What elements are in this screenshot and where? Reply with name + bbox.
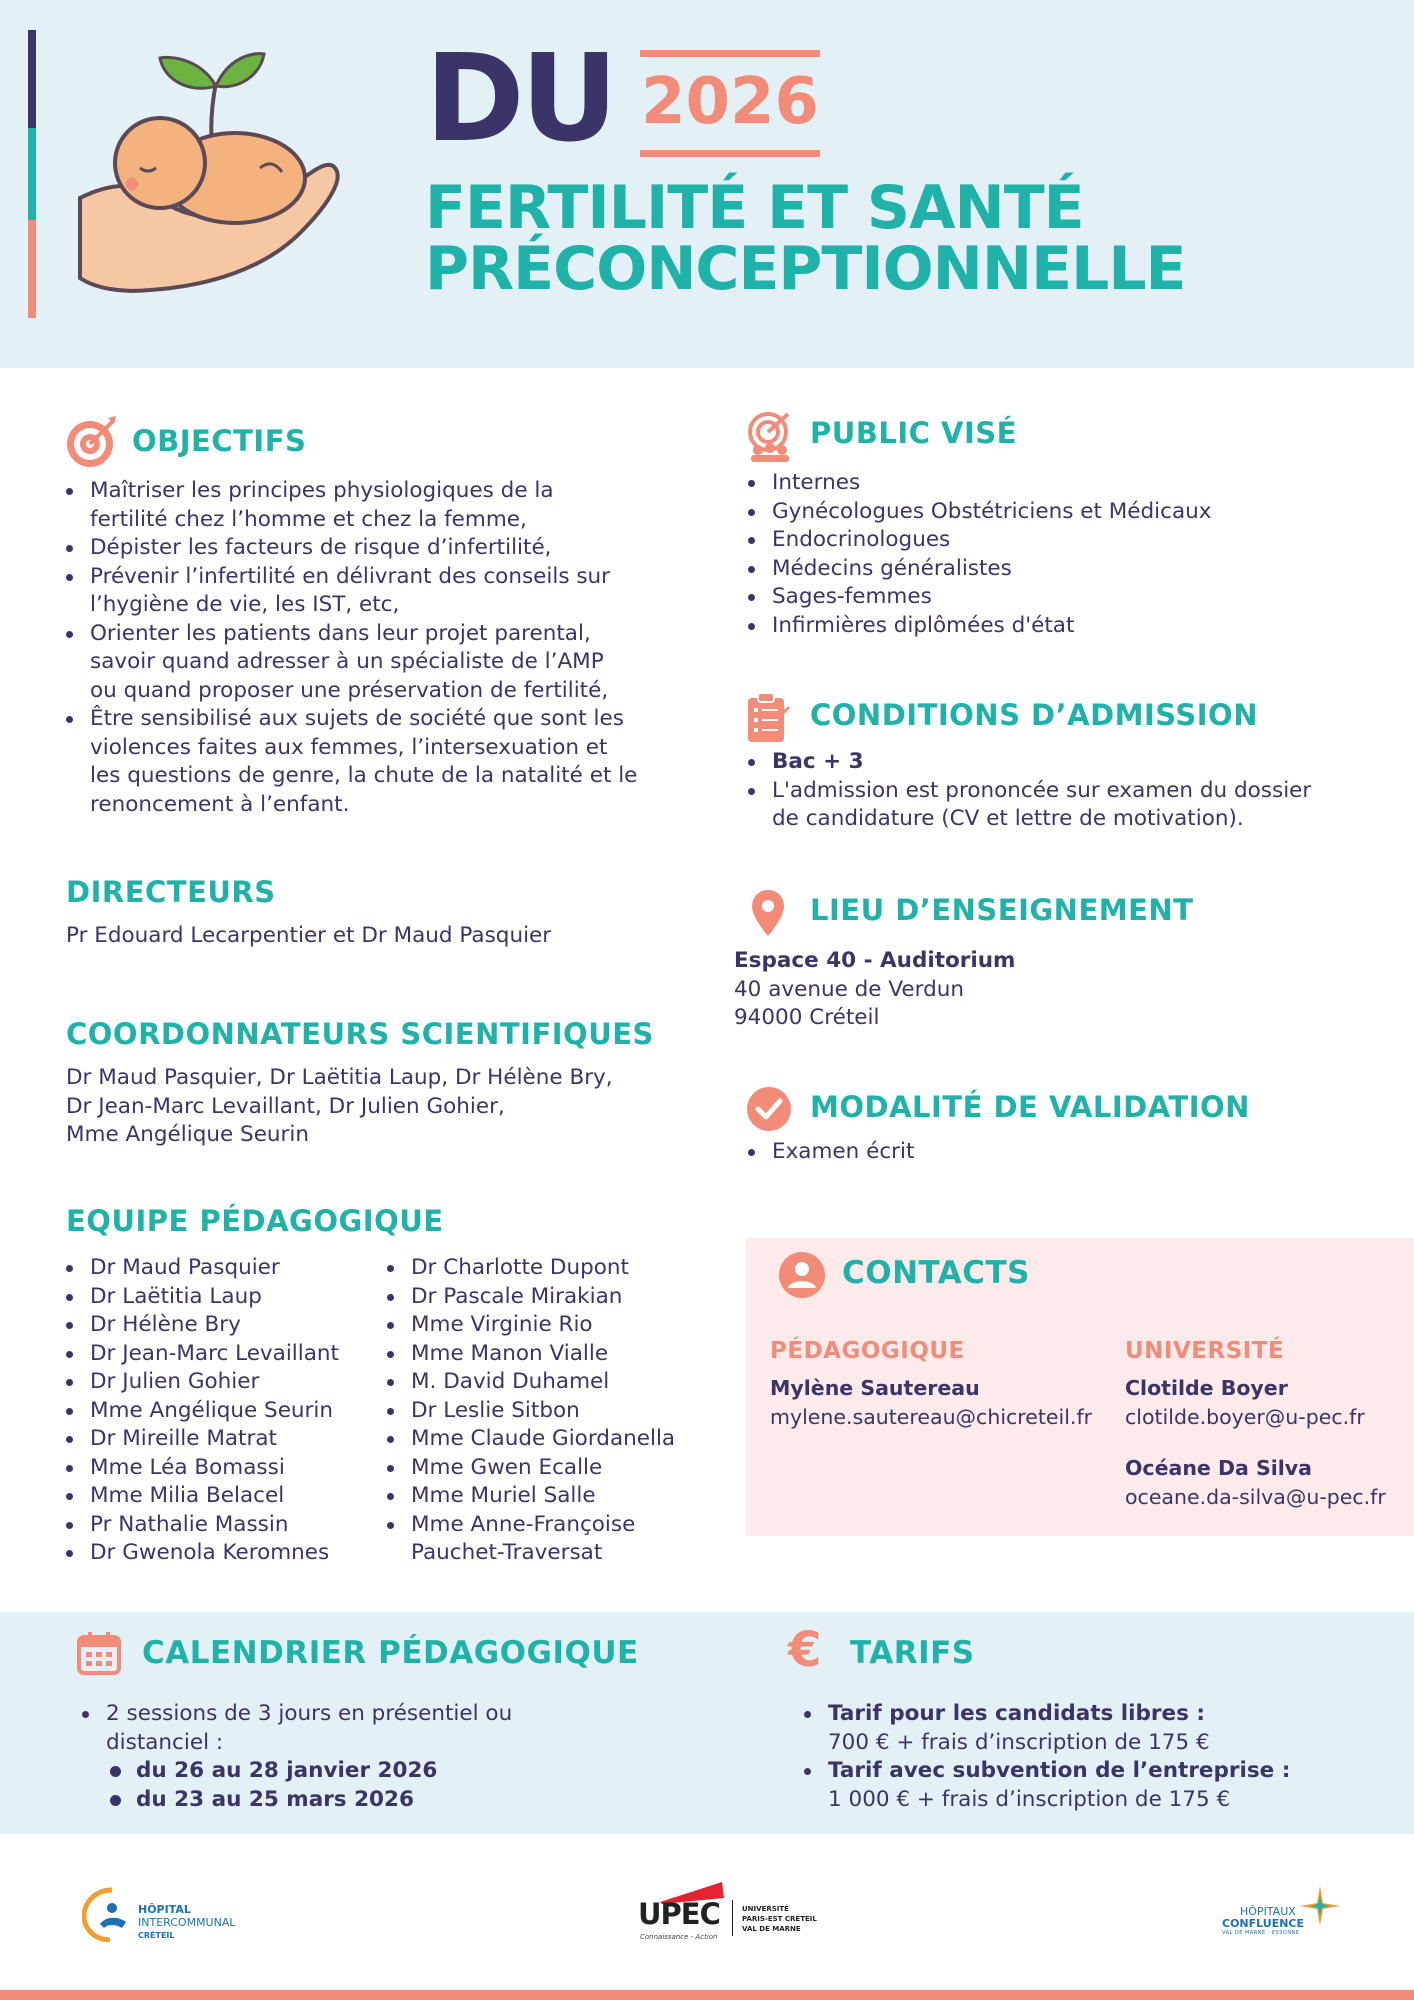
equipe-member-line: Mme Gwen Ecalle [411, 1454, 603, 1480]
validation-list [746, 1138, 1386, 1167]
directeurs-text: Pr Edouard Lecarpentier et Dr Maud Pasquier [66, 923, 552, 948]
calendrier-line: distanciel : [106, 1729, 224, 1755]
user-circle-icon [778, 1251, 826, 1299]
equipe-member [64, 1425, 374, 1454]
calendrier-line: 2 sessions de 3 jours en présentiel ou [106, 1701, 513, 1726]
public-item [746, 555, 1386, 584]
upec-logo-line: UNIVERSITÉ [742, 1905, 789, 1913]
coordonnateurs-title: COORDONNATEURS SCIENTIFIQUES [66, 1017, 654, 1051]
contact-name: Clotilde Boyer [1125, 1376, 1288, 1400]
admission-item: Bac + 3 [746, 748, 1386, 777]
equipe-member-line: Dr Julien Gohier [90, 1369, 260, 1394]
objectif-item-line: Être sensibilisé aux sujets de société que sont les [90, 706, 624, 731]
validation-item: Examen écrit [746, 1138, 1386, 1167]
equipe-member-line: Dr Gwenola Keromnes [90, 1540, 330, 1565]
page-title-line-1: FERTILITÉ ET SANTÉ [425, 173, 1084, 243]
tarif-value: 700 € + frais d’inscription de 175 € [828, 1729, 1210, 1755]
objectif-item-line: Dépister les facteurs de risque d’infertilité, [90, 535, 552, 560]
contacts-universite-label: UNIVERSITÉ [1125, 1338, 1285, 1364]
calendrier-sessions [106, 1757, 640, 1814]
admission-list [746, 748, 1386, 834]
objectif-item-line: fertilité chez l’homme et chez la femme, [90, 506, 527, 532]
du-label: DU [425, 30, 615, 169]
session-item: du 26 au 28 janvier 2026 [106, 1757, 640, 1786]
equipe-member-line: Dr Leslie Sitbon [411, 1397, 580, 1423]
objectif-item-line: violences faites aux femmes, l’intersexuation et [90, 734, 608, 760]
equipe-member [385, 1368, 715, 1397]
year-rule-bottom [640, 150, 820, 157]
objectif-item-line: savoir quand adresser à un spécialiste de l’AMP [90, 649, 604, 674]
header-accent-bar-navy [28, 30, 36, 128]
tarif-value: 1 000 € + frais d’inscription de 175 € [828, 1786, 1231, 1812]
lieu-title: LIEU D’ENSEIGNEMENT [810, 893, 1194, 927]
objectif-item [64, 563, 684, 620]
tarif-label: Tarif pour les candidats libres : [828, 1701, 1205, 1726]
equipe-member [64, 1482, 374, 1511]
equipe-member [64, 1539, 374, 1568]
upec-logo-text: UPEC [638, 1897, 720, 1931]
euro-icon: € [788, 1622, 822, 1678]
header-accent-bar-coral [28, 220, 36, 318]
public-item [746, 469, 1386, 498]
contact-email[interactable]: oceane.da-silva@u-pec.fr [1125, 1484, 1386, 1509]
equipe-member [385, 1254, 715, 1283]
objectif-item-line: l’hygiène de vie, les IST, etc, [90, 592, 400, 617]
equipe-member [64, 1454, 374, 1483]
confluence-logo-line: CONFLUENCE [1222, 1917, 1305, 1930]
public-item-line: Internes [772, 470, 861, 495]
equipe-member [385, 1397, 715, 1426]
public-item [746, 583, 1386, 612]
equipe-member-line: Pauchet-Traversat [411, 1540, 603, 1565]
coordonnateurs-text [66, 1064, 613, 1150]
objectif-item-line: les questions de genre, la chute de la natalité et le [90, 763, 638, 788]
bottom-band [0, 1612, 1414, 1834]
contact-name: Mylène Sautereau [770, 1376, 980, 1400]
tarifs-title: TARIFS [850, 1635, 975, 1671]
upec-logo-line: VAL DE MARNE [742, 1925, 801, 1933]
calendrier-item [80, 1700, 640, 1814]
upec-logo [638, 1878, 818, 1948]
year-text: 2026 [640, 65, 820, 139]
public-list [746, 469, 1386, 640]
calendrier-list [80, 1700, 640, 1814]
equipe-member-line: Dr Jean-Marc Levaillant [90, 1340, 339, 1366]
confluence-logo-text [1222, 1906, 1304, 1937]
equipe-member-line: Mme Virginie Rio [411, 1312, 593, 1337]
lieu-name: Espace 40 - Auditorium [734, 948, 1016, 973]
hopital-logo-line: CRÉTEIL [138, 1931, 175, 1940]
confluence-logo-line: VAL DE MARNE · ESSONNE [1222, 1930, 1300, 1936]
equipe-member [385, 1311, 715, 1340]
hopitaux-confluence-logo [1222, 1884, 1352, 1944]
admission-item [746, 777, 1386, 834]
public-item [746, 612, 1386, 641]
equipe-member-line: Mme Milia Belacel [90, 1483, 285, 1508]
objectif-item [64, 477, 684, 534]
coordonnateurs-line: Dr Jean-Marc Levaillant, Dr Julien Gohier, [66, 1093, 505, 1119]
hopital-intercommunal-logo [82, 1886, 262, 1946]
coordonnateurs-line: Dr Maud Pasquier, Dr Laëtitia Laup, Dr Hélène Bry, [66, 1065, 613, 1090]
validation-title: MODALITÉ DE VALIDATION [810, 1090, 1250, 1124]
equipe-member-line: Pr Nathalie Massin [90, 1511, 289, 1537]
contacts-title: CONTACTS [842, 1255, 1031, 1291]
directeurs-title: DIRECTEURS [66, 875, 276, 909]
public-title: PUBLIC VISÉ [810, 416, 1017, 450]
objectif-item-line: Orienter les patients dans leur projet parental, [90, 620, 591, 646]
upec-logo-line: PARIS-EST CRÉTEIL [742, 1915, 817, 1923]
upec-logo-divider [732, 1900, 733, 1936]
equipe-member-line: Dr Charlotte Dupont [411, 1255, 629, 1280]
equipe-member-line: Mme Léa Bomassi [90, 1454, 285, 1480]
equipe-title: EQUIPE PÉDAGOGIQUE [66, 1204, 444, 1238]
equipe-member-line: Dr Laëtitia Laup [90, 1283, 262, 1309]
equipe-member-line: Mme Claude Giordanella [411, 1426, 676, 1451]
calendar-icon [76, 1630, 122, 1676]
tarif-label: Tarif avec subvention de l’entreprise : [828, 1758, 1291, 1783]
equipe-member [64, 1397, 374, 1426]
public-item-line: Sages-femmes [772, 584, 932, 609]
contact-name: Océane Da Silva [1125, 1456, 1312, 1480]
equipe-member [64, 1254, 374, 1283]
objectif-item-line: Maîtriser les principes physiologiques de la [90, 478, 554, 503]
contact-spacer [1125, 1431, 1386, 1454]
public-item [746, 526, 1386, 555]
equipe-member [64, 1340, 374, 1369]
equipe-column-1 [64, 1254, 374, 1568]
hopital-logo-line: INTERCOMMUNAL [138, 1916, 236, 1929]
audience-target-icon [746, 410, 794, 462]
equipe-member-line: Dr Maud Pasquier [90, 1255, 280, 1280]
public-item [746, 498, 1386, 527]
lieu-address [734, 947, 1015, 1033]
hopital-logo-mark-icon [82, 1886, 134, 1942]
equipe-member [64, 1368, 374, 1397]
public-item-line: Médecins généralistes [772, 555, 1012, 581]
session-item: du 23 au 25 mars 2026 [106, 1786, 640, 1815]
contact-email[interactable]: mylene.sautereau@chicreteil.fr [770, 1404, 1093, 1429]
equipe-member-line: Mme Angélique Seurin [90, 1397, 333, 1423]
hopital-logo-text [138, 1903, 236, 1942]
public-item-line: Endocrinologues [772, 527, 951, 552]
equipe-member [385, 1482, 715, 1511]
admission-item-line: L'admission est prononcée sur examen du dossier [772, 777, 1312, 803]
coordonnateurs-line: Mme Angélique Seurin [66, 1122, 309, 1147]
equipe-member [385, 1454, 715, 1483]
public-item-line: Infirmières diplômées d'état [772, 612, 1075, 638]
equipe-member [64, 1311, 374, 1340]
equipe-member [385, 1511, 715, 1568]
header-band [0, 0, 1414, 368]
hopital-logo-line: HÔPITAL [138, 1903, 191, 1916]
equipe-member-line: Dr Pascale Mirakian [411, 1283, 623, 1309]
year-rule-top [640, 50, 820, 57]
objectif-item [64, 534, 684, 563]
upec-logo-tagline: Connaissance - Action [640, 1933, 718, 1941]
lieu-street: 40 avenue de Verdun [734, 976, 964, 1002]
public-item-line: Gynécologues Obstétriciens et Médicaux [772, 498, 1212, 524]
equipe-member [64, 1283, 374, 1312]
tarif-item [802, 1757, 1362, 1814]
equipe-member [385, 1283, 715, 1312]
equipe-member [385, 1340, 715, 1369]
contacts-pedagogique-label: PÉDAGOGIQUE [770, 1338, 965, 1364]
equipe-member-line: M. David Duhamel [411, 1369, 610, 1394]
equipe-member-line: Dr Mireille Matrat [90, 1426, 277, 1451]
header-accent-bar-teal [28, 128, 36, 220]
objectif-item-line: renoncement à l’enfant. [90, 791, 350, 817]
page-title-line-2: PRÉCONCEPTIONNELLE [425, 234, 1186, 305]
equipe-member [385, 1425, 715, 1454]
equipe-member-line: Mme Muriel Salle [411, 1483, 596, 1508]
contacts-universite [1125, 1374, 1386, 1511]
equipe-member-line: Dr Hélène Bry [90, 1312, 241, 1337]
objectifs-list [64, 477, 684, 819]
objectifs-title: OBJECTIFS [132, 424, 307, 458]
upec-logo-university [742, 1904, 817, 1934]
location-pin-icon [750, 888, 786, 938]
contacts-pedagogique [770, 1374, 1092, 1431]
contact-email[interactable]: clotilde.boyer@u-pec.fr [1125, 1404, 1365, 1429]
page-title [425, 173, 1186, 305]
confluence-star-icon [1298, 1884, 1342, 1928]
baby-in-hand-illustration [60, 28, 350, 308]
contacts-box [746, 1238, 1414, 1536]
admission-item-line: de candidature (CV et lettre de motivation). [772, 806, 1244, 831]
confluence-logo-line: HÔPITAUX [1240, 1905, 1296, 1918]
objectif-item [64, 620, 684, 706]
equipe-member-line: Mme Anne-Françoise [411, 1511, 636, 1537]
year-badge [640, 50, 820, 160]
equipe-member-line: Mme Manon Vialle [411, 1340, 609, 1366]
footer-accent-line [0, 1990, 1414, 2000]
equipe-column-2 [385, 1254, 715, 1568]
tarif-item [802, 1700, 1362, 1757]
equipe-member [64, 1511, 374, 1540]
calendrier-title: CALENDRIER PÉDAGOGIQUE [142, 1635, 639, 1671]
objectif-item [64, 705, 684, 819]
admission-title: CONDITIONS D’ADMISSION [810, 698, 1258, 732]
objectif-item-line: ou quand proposer une préservation de fertilité, [90, 677, 609, 703]
lieu-city: 94000 Créteil [734, 1005, 880, 1030]
target-icon [64, 412, 122, 470]
clipboard-icon [746, 692, 790, 744]
check-circle-icon [746, 1086, 792, 1132]
tarifs-list [802, 1700, 1362, 1814]
objectif-item-line: Prévenir l’infertilité en délivrant des conseils sur [90, 563, 611, 589]
